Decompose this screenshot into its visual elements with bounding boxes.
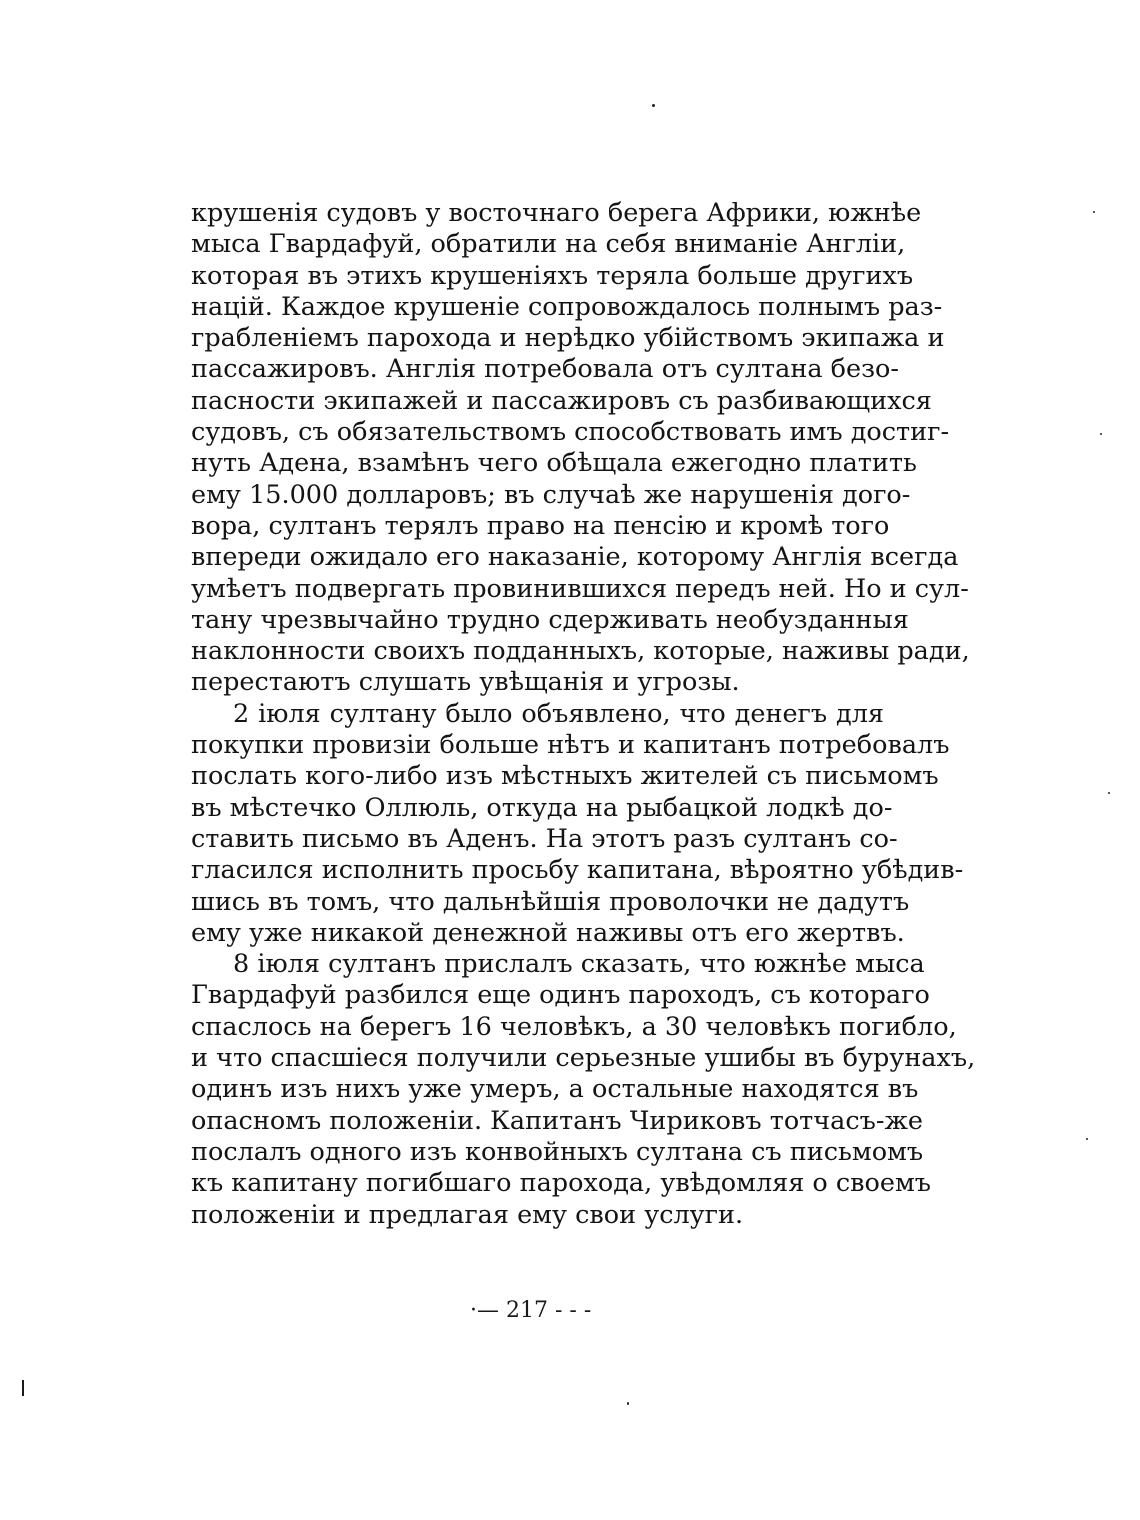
- text-line: и что спасшіеся получили серьезные ушибы въ бурунахъ,: [191, 1043, 976, 1074]
- text-line: къ капитану погибшаго парохода, увѣдомляя о своемъ: [191, 1168, 932, 1199]
- text-line: умѣетъ подвергать провинившихся передъ ней. Но и сул-: [191, 573, 969, 604]
- text-line: гласился исполнить просьбу капитана, вѣроятно убѣдив-: [191, 855, 964, 886]
- text-line: покупки провизіи больше нѣтъ и капитанъ потребовалъ: [191, 730, 950, 761]
- text-line: въ мѣстечко Оллюль, откуда на рыбацкой лодкѣ до-: [191, 792, 893, 823]
- text-line: судовъ, съ обязательствомъ способствовать имъ достиг-: [191, 417, 950, 448]
- scan-speck: [1108, 792, 1110, 794]
- text-line: Гвардафуй разбился еще одинъ пароходъ, съ котораго: [191, 980, 930, 1011]
- page-number: ·— 217 - - -: [470, 1298, 592, 1323]
- paragraph-3: [191, 949, 976, 1231]
- text-line: тану чрезвычайно трудно сдерживать необузданныя: [191, 604, 909, 635]
- scan-speck: [1100, 433, 1102, 435]
- text-line: наклонности своихъ подданныхъ, которые, наживы ради,: [191, 636, 970, 667]
- scan-speck: [1093, 211, 1095, 213]
- scan-speck: [1086, 1138, 1088, 1140]
- text-line: мыса Гвардафуй, обратили на себя вниманіе Англіи,: [191, 229, 906, 260]
- text-line: одинъ изъ нихъ уже умеръ, а остальные находятся въ: [191, 1074, 919, 1105]
- text-line: 2 іюля султану было объявлено, что денегъ для: [233, 698, 884, 729]
- scan-edge-mark: [22, 1380, 24, 1396]
- text-line: послалъ одного изъ конвойныхъ султана съ письмомъ: [191, 1136, 924, 1167]
- text-line: спаслось на берегъ 16 человѣкъ, а 30 человѣкъ погибло,: [191, 1011, 957, 1042]
- text-line: пассажировъ. Англія потребовала отъ султана безо-: [191, 354, 899, 385]
- text-line: послать кого-либо изъ мѣстныхъ жителей съ письмомъ: [191, 761, 939, 792]
- text-line: пасности экипажей и пассажировъ съ разбивающихся: [191, 385, 932, 416]
- scan-speck: [627, 1402, 629, 1405]
- paragraph-1: [191, 198, 970, 699]
- text-line: націй. Каждое крушеніе сопровождалось полнымъ раз-: [191, 291, 943, 322]
- text-line: 8 іюля султанъ прислалъ сказать, что южнѣе мыса: [233, 949, 925, 980]
- text-line: впереди ожидало его наказаніе, которому Англія всегда: [191, 542, 959, 573]
- text-line: которая въ этихъ крушеніяхъ теряла больше другихъ: [191, 260, 914, 291]
- text-line: ему уже никакой денежной наживы отъ его жертвъ.: [191, 917, 905, 948]
- paragraph-2: [191, 698, 964, 949]
- text-line: положеніи и предлагая ему свои услуги.: [191, 1199, 744, 1230]
- text-line: грабленіемъ парохода и нерѣдко убійствомъ экипажа и: [191, 323, 945, 354]
- text-line: перестаютъ слушать увѣщанія и угрозы.: [191, 667, 740, 698]
- scan-speck: [652, 104, 655, 107]
- text-line: шись въ томъ, что дальнѣйшія проволочки не дадутъ: [191, 886, 910, 917]
- text-line: вора, султанъ терялъ право на пенсію и кромѣ того: [191, 510, 890, 541]
- text-line: опасномъ положеніи. Капитанъ Чириковъ тотчасъ-же: [191, 1105, 924, 1136]
- text-line: нуть Адена, взамѣнъ чего обѣщала ежегодно платить: [191, 448, 917, 479]
- text-line: крушенія судовъ у восточнаго берега Африки, южнѣе: [191, 198, 922, 228]
- text-line: ему 15.000 долларовъ; въ случаѣ же нарушенія дого-: [191, 479, 911, 510]
- body-text: [191, 198, 976, 1231]
- text-line: ставить письмо въ Аденъ. На этотъ разъ султанъ со-: [191, 823, 898, 854]
